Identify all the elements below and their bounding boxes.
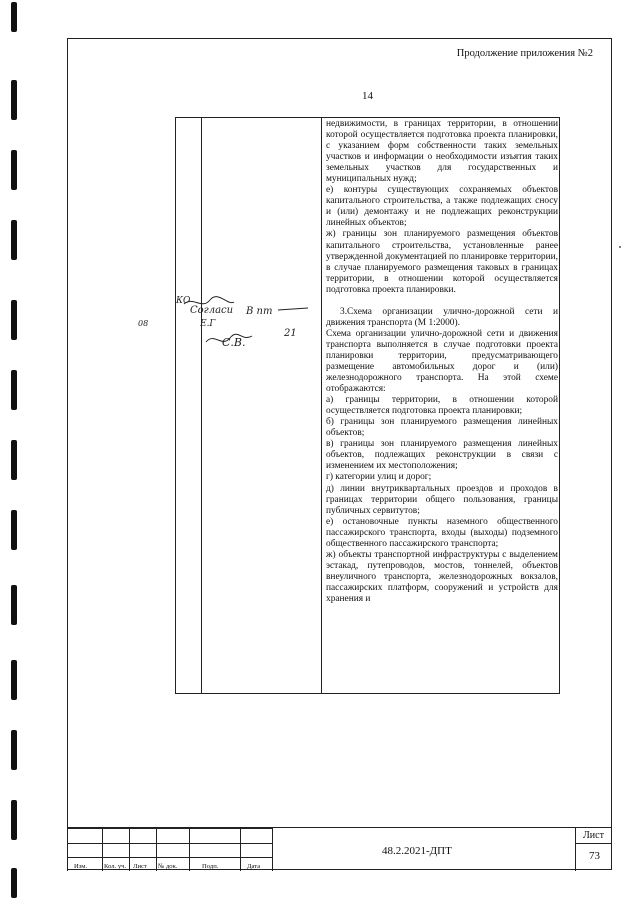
paragraph: ж) границы зон планируемого размещения объектов капитального строительства, установленные ранее утвержденной документацией по планировке территории, в случае планируемого размещения таковых в границах территории, в отношении которой осуществляется подготовка проекта планировки. <box>326 229 558 295</box>
binding-mark <box>11 660 17 700</box>
paragraph: е) контуры существующих сохраняемых объектов капитального строительства, а также подлежащих сносу и (или) демонтажу и не подлежащих реконструкции линейных объектов; <box>326 185 558 229</box>
paragraph: а) границы территории, в отношении которой осуществляется подготовка проекта планировки; <box>326 395 558 417</box>
handwriting-text: 08 <box>138 319 149 328</box>
paragraph: е) остановочные пункты наземного общественного пассажирского транспорта, входы (выходы) подземного общественного пассажирского транспорта; <box>326 516 558 549</box>
binding-mark <box>11 220 17 260</box>
paragraph: в) границы зон планируемого размещения линейных объектов, подлежащих реконструкции в связи с изменением их местоположения; <box>326 439 558 472</box>
handwriting-text: С.В. <box>222 336 246 349</box>
sheet-label: Лист <box>583 830 604 841</box>
content-table <box>175 117 560 694</box>
binding-mark <box>11 585 17 625</box>
paragraph: б) границы зон планируемого размещения линейных объектов; <box>326 417 558 439</box>
document-code: 48.2.2021-ДПТ <box>382 845 452 857</box>
column-label-ndok: № док. <box>158 863 178 870</box>
binding-mark <box>11 868 17 898</box>
binding-mark <box>11 440 17 480</box>
column-label-izm: Изм. <box>74 863 88 870</box>
column-label-list: Лист <box>133 863 147 870</box>
binding-mark <box>11 2 17 32</box>
paragraph: ж) объекты транспортной инфраструктуры с выделением эстакад, путепроводов, мостов, тоннелей, объектов внеуличного транспорта, железнодорожных вокзалов, пассажирских платформ, сооружений и устройств для хранения и <box>326 549 558 604</box>
handwriting-text: Е.Г <box>200 319 216 329</box>
handwritten-signature <box>118 276 318 356</box>
handwriting-text: КО <box>176 296 191 306</box>
table-divider <box>201 118 202 693</box>
handwriting-text: Согласи <box>190 305 234 316</box>
table-divider <box>321 118 322 693</box>
paragraph: г) категории улиц и дорог; <box>326 472 432 483</box>
binding-strip <box>0 0 32 905</box>
table-body-text <box>326 119 558 605</box>
appendix-note: Продолжение приложения №2 <box>456 48 593 59</box>
handwriting-text: В пт <box>246 306 273 317</box>
signature-strokes <box>118 276 318 356</box>
handwriting-text: 21 <box>284 328 297 339</box>
binding-mark <box>11 370 17 410</box>
scan-speck <box>619 246 621 248</box>
sheet-number: 73 <box>589 850 600 862</box>
paragraph: Схема организации улично-дорожной сети и движения транспорта выполняется в случае подготовки проекта планировки территории, предусматривающего размещение автомобильных дорог и (или) железнодорожного транспорта. На этой схеме отображаются: <box>326 328 558 395</box>
paragraph: недвижимости, в границах территории, в отношении которой осуществляется подготовка проекта планировки, с указанием форм собственности таких земельных участков и информации о необходимости изъятия таких земельных участков для государственных и муниципальных нужд; <box>326 119 558 185</box>
binding-mark <box>11 80 17 120</box>
binding-mark <box>11 150 17 190</box>
column-label-kol: Кол. уч. <box>104 863 127 870</box>
binding-mark <box>11 300 17 340</box>
column-label-data: Дата <box>247 863 261 870</box>
binding-mark <box>11 800 17 840</box>
page-number: 14 <box>362 90 373 102</box>
binding-mark <box>11 730 17 770</box>
paragraph: д) линии внутриквартальных проездов и проходов в границах территории общего пользования, границы публичных сервитутов; <box>326 483 558 516</box>
title-block <box>67 827 612 871</box>
section-heading: 3.Схема организации улично-дорожной сети и движения транспорта (М 1:2000). <box>326 306 558 328</box>
column-label-podp: Подп. <box>202 863 219 870</box>
binding-mark <box>11 510 17 550</box>
